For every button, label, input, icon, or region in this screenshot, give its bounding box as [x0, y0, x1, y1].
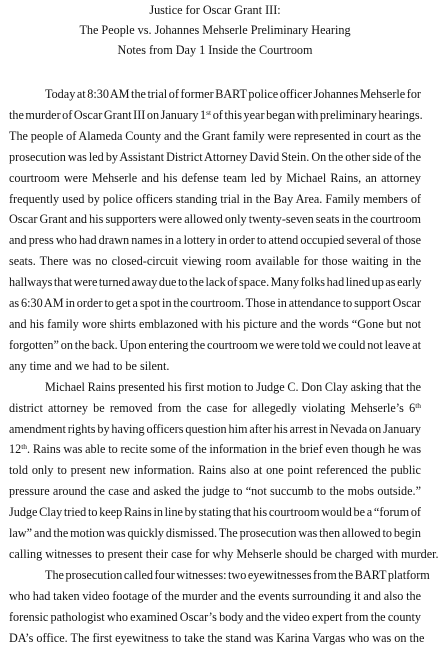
- text-run: The prosecution called four witnesses: two eyewitnesses from the BART platform: [45, 567, 430, 582]
- text-run: The people of Alameda County and the Grant family were represented in court as the: [9, 128, 421, 143]
- ordinal-superscript: th: [415, 400, 422, 410]
- text-line: [9, 377, 421, 398]
- text-line: [9, 251, 421, 272]
- text-run: and his family wore shirts emblazoned with his picture and the words “Gone but not: [9, 316, 422, 331]
- text-line: [9, 460, 421, 481]
- text-run: and press who had drawn names in a lottery in order to attend occupied several of those: [9, 233, 422, 248]
- text-run: courtroom were Mehserle and his defense team led by Michael Rains, an attorney: [9, 170, 422, 185]
- document-section-heading: Notes from Day 1 Inside the Courtroom: [117, 43, 313, 57]
- paragraph: [9, 84, 421, 377]
- text-line: [9, 84, 421, 105]
- document-body: [9, 84, 439, 648]
- text-line: [9, 481, 421, 502]
- text-line: [9, 586, 421, 607]
- text-run: forgotten” on the back. Upon entering the courtroom we were told we could not leave at: [9, 337, 422, 352]
- text-line: [9, 439, 421, 460]
- paragraph: [9, 565, 430, 648]
- text-run: hallways that were turned away due to the lack of space. Many folks had lined up as early: [9, 275, 422, 290]
- text-run: of this year began with preliminary hearings.: [211, 107, 423, 122]
- text-line: [9, 502, 421, 523]
- text-run: prosecution was led by Assistant District Attorney David Stein. On the other side of the: [9, 149, 422, 164]
- text-line: [9, 628, 425, 648]
- text-run: any time and we had to be silent.: [9, 358, 170, 373]
- text-run: DA’s office. The first eyewitness to take the stand was Karina Vargas who was on the: [9, 630, 425, 645]
- text-run: frequently used by police officers standing trial in the Bay Area. Family members of: [9, 191, 421, 206]
- text-line: [9, 523, 421, 544]
- text-run: . Rains was able to recite some of the information in the brief even though he was: [27, 442, 422, 457]
- ordinal-superscript: th: [21, 442, 28, 452]
- text-run: forensic pathologist who examined Oscar’s body and the video expert from the county: [9, 609, 422, 624]
- document-subtitle: The People vs. Johannes Mehserle Preliminary Hearing: [79, 23, 351, 37]
- text-line: [9, 335, 421, 356]
- text-run: told only to present new information. Rains also at one point referenced the public: [9, 463, 421, 478]
- text-run: calling witnesses to present their case for why Mehserle should be charged with murder.: [9, 546, 439, 561]
- text-line: [9, 147, 421, 168]
- text-run: Michael Rains presented his first motion to Judge C. Don Clay asking that the: [45, 379, 422, 394]
- text-run: Oscar Grant and his supporters were allowed only twenty-seven seats in the courtroom: [9, 212, 422, 227]
- text-line: [9, 607, 421, 628]
- text-run: seats. There was no closed-circuit viewing room available for those waiting in the: [9, 254, 421, 269]
- text-line: [9, 230, 421, 251]
- text-run: law” and the motion was quickly dismissed. The prosecution was then allowed to begin: [9, 526, 421, 541]
- text-run: the murder of Oscar Grant III on January 1: [9, 107, 207, 122]
- document-header: [9, 0, 421, 60]
- text-line: [9, 293, 421, 314]
- document-title: Justice for Oscar Grant III:: [149, 3, 281, 17]
- ordinal-superscript: st: [206, 107, 212, 117]
- text-run: Today at 8:30 AM the trial of former BART police officer Johannes Mehserle for: [45, 87, 421, 101]
- text-line: [9, 209, 421, 230]
- text-run: pressure around the case and asked the judge to “not succumb to the mobs outside.”: [9, 484, 422, 499]
- text-line: [9, 105, 421, 126]
- text-line: [9, 272, 421, 293]
- text-line: [9, 419, 421, 440]
- text-line: [9, 189, 421, 210]
- text-run: 12: [9, 442, 22, 457]
- text-line: [9, 356, 421, 377]
- text-line: [9, 126, 421, 147]
- text-line: [9, 544, 439, 565]
- text-line: [9, 398, 421, 419]
- text-run: Judge Clay tried to keep Rains in line by stating that his courtroom would be a “forum of: [9, 505, 421, 520]
- text-line: [9, 168, 421, 189]
- text-run: district attorney be removed from the case for allegedly violating Mehserle’s 6: [9, 400, 416, 415]
- text-run: amendment rights by having officers question him after his arrest in Nevada on January: [9, 421, 422, 436]
- text-line: [9, 565, 430, 586]
- paragraph: [9, 377, 439, 565]
- text-run: who had taken video footage of the murder and the events surrounding it and also the: [9, 588, 422, 603]
- text-run: as 6:30 AM in order to get a spot in the courtroom. Those in attendance to support Oscar: [9, 296, 421, 311]
- text-line: [9, 314, 421, 335]
